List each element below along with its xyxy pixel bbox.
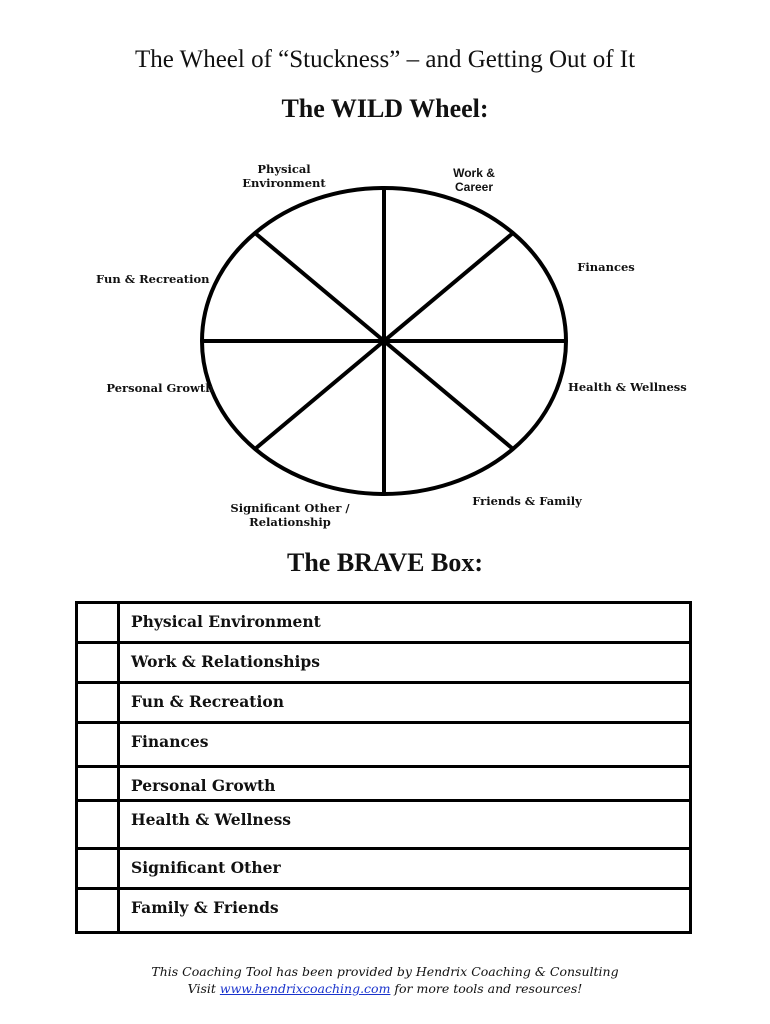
brave-row xyxy=(78,850,689,890)
wheel-label-friends-family: Friends & Family xyxy=(472,494,582,508)
brave-row xyxy=(78,604,689,644)
brave-row-label: Significant Other xyxy=(131,858,281,877)
brave-row xyxy=(78,890,689,931)
brave-box-heading: The BRAVE Box: xyxy=(286,548,483,577)
page-title: The Wheel of “Stuckness” – and Getting Out of It xyxy=(134,46,636,73)
wheel-label-significant-other: Significant Other / Relationship xyxy=(230,501,350,529)
brave-row-label: Personal Growth xyxy=(131,776,276,795)
brave-row xyxy=(78,768,689,802)
brave-row xyxy=(78,644,689,684)
footer-visit-line xyxy=(0,980,770,997)
wheel-label-finances: Finances xyxy=(577,260,635,274)
brave-checkbox[interactable] xyxy=(78,644,120,681)
brave-row-label: Health & Wellness xyxy=(131,810,292,829)
brave-checkbox[interactable] xyxy=(78,604,120,641)
brave-row-label: Family & Friends xyxy=(131,898,279,917)
footer-credit: This Coaching Tool has been provided by Hendrix Coaching & Consulting xyxy=(151,964,619,979)
wheel-label-physical-environment: Physical Environment xyxy=(242,162,326,190)
brave-checkbox[interactable] xyxy=(78,768,120,799)
brave-row-label: Work & Relationships xyxy=(131,652,320,671)
wheel-label-work-career: Work & Career xyxy=(453,166,495,194)
footer-visit-suffix: for more tools and resources! xyxy=(390,981,583,996)
brave-checkbox[interactable] xyxy=(78,850,120,887)
brave-box-table xyxy=(75,601,692,934)
wild-wheel-heading: The WILD Wheel: xyxy=(281,94,489,123)
brave-row-label: Finances xyxy=(131,732,209,751)
brave-checkbox[interactable] xyxy=(78,802,120,847)
brave-checkbox[interactable] xyxy=(78,724,120,765)
website-link[interactable]: www.hendrixcoaching.com xyxy=(219,981,391,996)
wheel-label-health-wellness: Health & Wellness xyxy=(568,380,687,394)
footer-visit-prefix: Visit xyxy=(187,981,220,996)
wheel-label-personal-growth: Personal Growth xyxy=(106,381,214,395)
brave-row-label: Fun & Recreation xyxy=(131,692,284,711)
wheel-label-fun-recreation: Fun & Recreation xyxy=(96,272,210,286)
brave-checkbox[interactable] xyxy=(78,890,120,931)
brave-row xyxy=(78,724,689,768)
brave-row xyxy=(78,802,689,850)
brave-row xyxy=(78,684,689,724)
brave-row-label: Physical Environment xyxy=(131,612,321,631)
brave-checkbox[interactable] xyxy=(78,684,120,721)
